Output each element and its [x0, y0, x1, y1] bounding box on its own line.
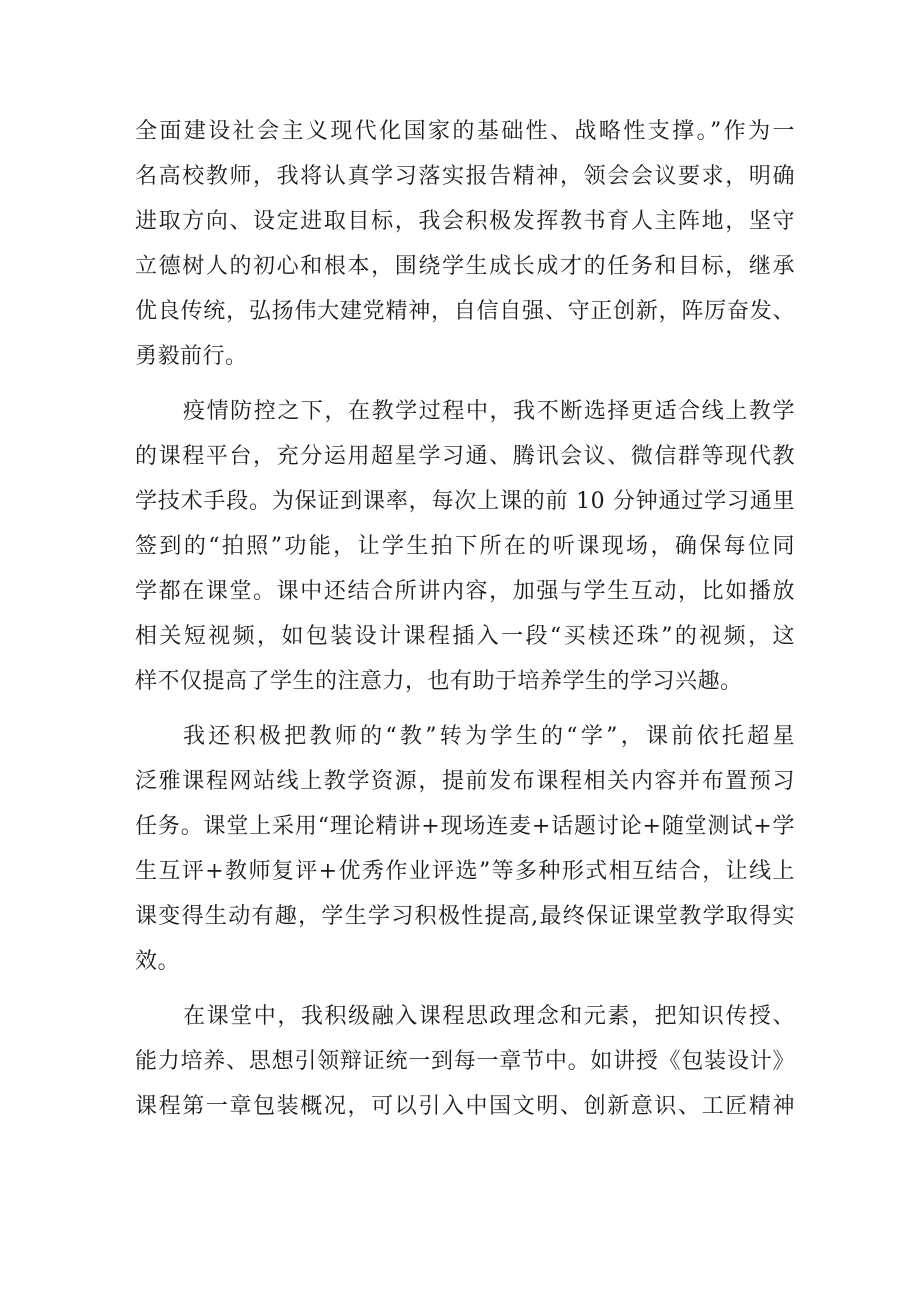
text-line: 全面建设社会主义现代化国家的基础性、战略性支撑。”作为一: [135, 119, 795, 144]
text-line: 优良传统，弘扬伟大建党精神，自信自强、守正创新，阵厉奋发、: [135, 299, 795, 324]
text-line: 我还积极把教师的“教”转为学生的“学”，课前依托超星: [183, 724, 795, 749]
text-line: 相关短视频，如包装设计课程插入一段“买椟还珠”的视频，这: [135, 624, 795, 649]
text-line: 签到的“拍照”功能，让学生拍下所在的听课现场，确保每位同: [135, 534, 795, 559]
text-line: 效。: [135, 949, 181, 974]
text-line: 课程第一章包装概况，可以引入中国文明、创新意识、工匠精神: [135, 1094, 795, 1119]
paragraph: [135, 994, 795, 1129]
text-line: 学都在课堂。课中还结合所讲内容，加强与学生互动，比如播放: [135, 579, 795, 604]
document-body: [135, 109, 795, 1129]
text-line: 泛雅课程网站线上教学资源，提前发布课程相关内容并布置预习: [135, 769, 795, 794]
text-line: 疫情防控之下，在教学过程中，我不断选择更适合线上教学: [183, 399, 795, 424]
paragraph: [135, 714, 795, 984]
text-line: 任务。课堂上采用“理论精讲+现场连麦+话题讨论+随堂测试+学: [135, 814, 795, 839]
paragraph: [135, 389, 795, 704]
text-line: 进取方向、设定进取目标，我会积极发挥教书育人主阵地，坚守: [135, 209, 795, 234]
text-line: 能力培养、思想引领辩证统一到每一章节中。如讲授《包装设计》: [135, 1049, 795, 1074]
text-line: 的课程平台，充分运用超星学习通、腾讯会议、微信群等现代教: [135, 444, 795, 469]
text-line: 学技术手段。为保证到课率，每次上课的前 10 分钟通过学习通里: [135, 489, 795, 514]
text-line: 生互评+教师复评+优秀作业评选”等多种形式相互结合，让线上: [135, 859, 795, 884]
text-line: 课变得生动有趣，学生学习积极性提高,最终保证课堂教学取得实: [135, 904, 795, 929]
text-line: 样不仅提高了学生的注意力，也有助于培养学生的学习兴趣。: [135, 669, 743, 694]
text-line: 在课堂中，我积级融入课程思政理念和元素，把知识传授、: [183, 1004, 795, 1029]
paragraph: [135, 109, 795, 379]
text-line: 立德树人的初心和根本，围绕学生成长成才的任务和目标，继承: [135, 254, 795, 279]
text-line: 名高校教师，我将认真学习落实报告精神，领会会议要求，明确: [135, 164, 795, 189]
text-line: 勇毅前行。: [135, 344, 248, 369]
